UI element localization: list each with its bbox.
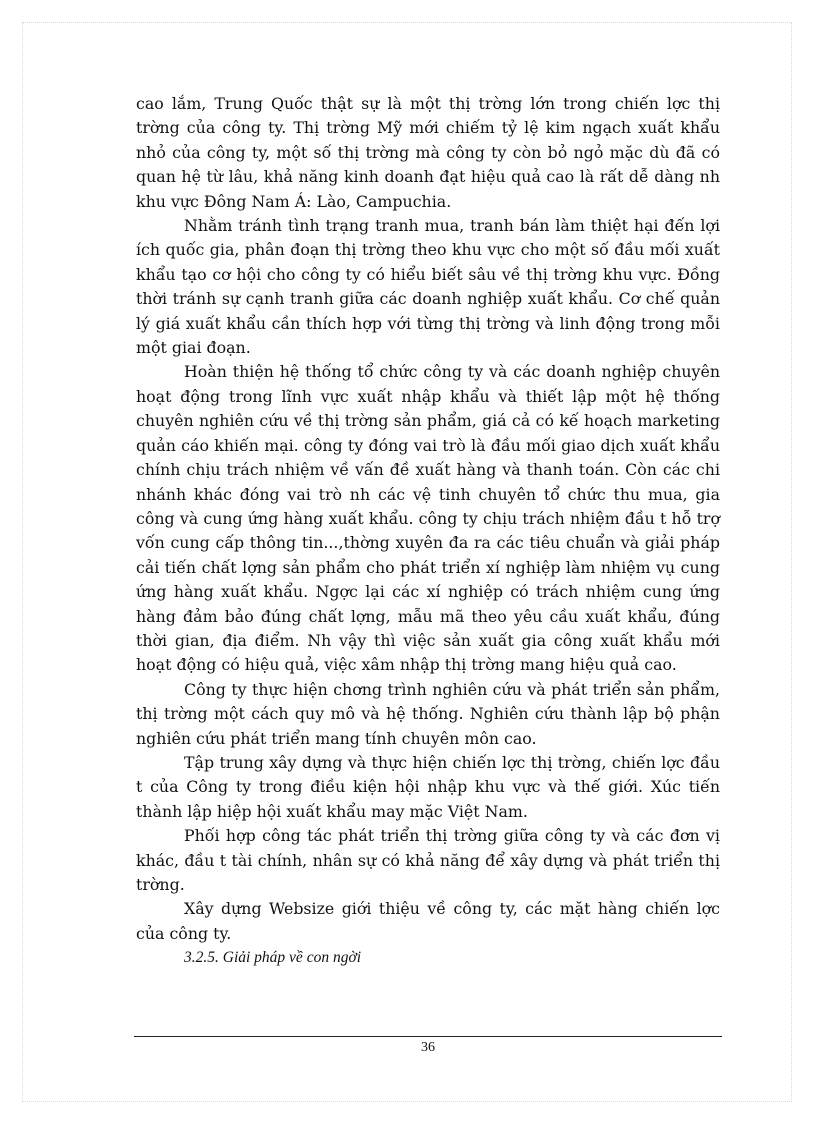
paragraph-7: Xây dựng Websize giới thiệu về công ty, các mặt hàng chiến lợc của công ty. [136,899,720,943]
paragraph-4: Công ty thực hiện chơng trình nghiên cứu và phát triển sản phẩm, thị trờng một cách quy mô và hệ thống. Nghiên cứu thành lập bộ phận nghiên cứu phát triển mang tính chuyên môn cao. [136,679,720,748]
footer-divider [134,1036,722,1037]
paragraph-5: Tập trung xây dựng và thực hiện chiến lợc thị trờng, chiến lợc đầu t của Công ty trong điều kiện hội nhập khu vực và thế giới. Xúc tiến thành lập hiệp hội xuất khẩu may mặc Việt Nam. [136,752,720,821]
paragraph-2: Nhằm tránh tình trạng tranh mua, tranh bán làm thiệt hại đến lợi ích quốc gia, phân đoạn thị trờng theo khu vực cho một số đầu mối xuất khẩu tạo cơ hội cho công ty có hiểu biết sâu về thị trờng khu vực. Đồng thời tránh sự cạnh tranh giữa các doanh nghiệp xuất khẩu. Cơ chế quản lý giá xuất khẩu cần thích hợp với từng thị trờng và linh động trong mỗi một giai đoạn. [136,216,720,358]
page-number: 36 [421,1040,435,1055]
section-heading: 3.2.5. Giải pháp về con ngời [184,949,362,967]
paragraph-3: Hoàn thiện hệ thống tổ chức công ty và các doanh nghiệp chuyên hoạt động trong lĩnh vực xuất nhập khẩu và thiết lập một hệ thống chuyên nghiên cứu về thị trờng sản phẩm, giá cả có kế hoạch marketing quản cáo khiến mại. công ty đóng vai trò là đầu mối giao dịch xuất khẩu chính chịu trách nhiệm về vấn đề xuất hàng và thanh toán. Còn các chi nhánh khác đóng vai trò nh các vệ tinh chuyên tổ chức thu mua, gia công và cung ứng hàng xuất khẩu. công ty chịu trách nhiệm đầu t hỗ trợ vốn cung cấp thông tin...,thờng xuyên đa ra các tiêu chuẩn và giải pháp cải tiến chất lợng sản phẩm cho phát triển xí nghiệp làm nhiệm vụ cung ứng hàng xuất khẩu. Ngợc lại các xí nghiệp có trách nhiệm cung ứng hàng đảm bảo đúng chất lợng, mẫu mã theo yêu cầu xuất khẩu, đúng thời gian, địa điểm. Nh vậy thì việc sản xuất gia công xuất khẩu mới hoạt động có hiệu quả, việc xâm nhập thị trờng mang hiệu quả cao. [136,362,720,675]
body-text [136,92,720,971]
paragraph-6: Phối hợp công tác phát triển thị trờng giữa công ty và các đơn vị khác, đầu t tài chính, nhân sự có khả năng để xây dựng và phát triển thị trờng. [136,826,720,894]
paragraph-1: cao lắm, Trung Quốc thật sự là một thị trờng lớn trong chiến lợc thị trờng của công ty. Thị trờng Mỹ mới chiếm tỷ lệ kim ngạch xuất khẩu nhỏ của công ty, một số thị trờng mà công ty còn bỏ ngỏ mặc dù đã có quan hệ từ lâu, khả năng kinh doanh đạt hiệu quả cao là rất dễ dàng nh khu vực Đông Nam Á: Lào, Campuchia. [136,94,720,211]
